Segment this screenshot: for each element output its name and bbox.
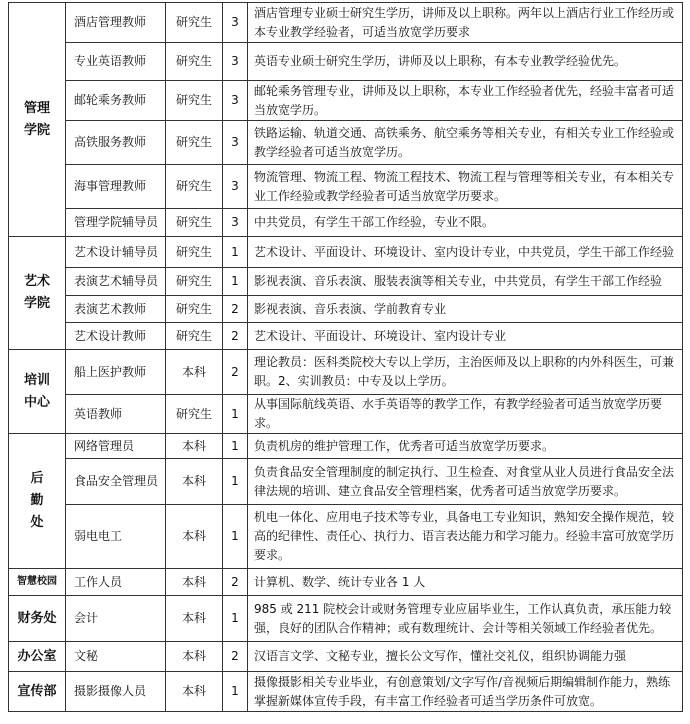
count-cell: 1 xyxy=(223,268,248,296)
requirement-cell: 理论教员：医科类院校大专以上学历，主治医师及以上职称的内外科医生，可兼职。2、实训教员：中专及以上学历。 xyxy=(248,350,683,395)
education-cell: 本科 xyxy=(166,672,223,712)
count-cell: 3 xyxy=(223,121,248,165)
position-cell: 弱电电工 xyxy=(66,505,166,569)
education-cell: 研究生 xyxy=(166,81,223,121)
table-row xyxy=(9,237,683,268)
department-cell: 财务处 xyxy=(9,596,66,642)
table-row xyxy=(9,3,683,43)
table-row xyxy=(9,296,683,323)
count-cell: 1 xyxy=(223,505,248,569)
department-cell: 艺术 学院 xyxy=(9,237,66,350)
education-cell: 研究生 xyxy=(166,121,223,165)
position-cell: 艺术设计教师 xyxy=(66,323,166,350)
requirement-cell: 酒店管理专业硕士研究生学历，讲师及以上职称。两年以上酒店行业工作经历或本专业教学经验者，可适当放宽学历要求 xyxy=(248,3,683,43)
count-cell: 3 xyxy=(223,165,248,209)
table-row xyxy=(9,672,683,712)
count-cell: 1 xyxy=(223,596,248,642)
education-cell: 研究生 xyxy=(166,323,223,350)
position-cell: 海事管理教师 xyxy=(66,165,166,209)
education-cell: 本科 xyxy=(166,596,223,642)
table-row xyxy=(9,395,683,434)
education-cell: 本科 xyxy=(166,350,223,395)
position-cell: 管理学院辅导员 xyxy=(66,209,166,237)
requirement-cell: 负责机房的维护管理工作，优秀者可适当放宽学历要求。 xyxy=(248,434,683,459)
education-cell: 研究生 xyxy=(166,43,223,81)
requirement-cell: 物流管理、物流工程、物流工程技术、物流工程与管理等相关专业，有本相关专业工作经验或教学经验者可适当放宽学历要求。 xyxy=(248,165,683,209)
count-cell: 2 xyxy=(223,642,248,672)
table-row xyxy=(9,569,683,596)
position-cell: 英语教师 xyxy=(66,395,166,434)
education-cell: 研究生 xyxy=(166,268,223,296)
table-row xyxy=(9,350,683,395)
table-row xyxy=(9,505,683,569)
requirement-cell: 计算机、数学、统计专业各 1 人 xyxy=(248,569,683,596)
position-cell: 高铁服务教师 xyxy=(66,121,166,165)
count-cell: 3 xyxy=(223,3,248,43)
position-cell: 邮轮乘务教师 xyxy=(66,81,166,121)
count-cell: 3 xyxy=(223,43,248,81)
education-cell: 研究生 xyxy=(166,165,223,209)
count-cell: 2 xyxy=(223,350,248,395)
requirement-cell: 负责食品安全管理制度的制定执行、卫生检查、对食堂从业人员进行食品安全法律法规的培训、建立食品安全管理档案，优秀者可适当放宽学历要求。 xyxy=(248,459,683,505)
requirement-cell: 铁路运输、轨道交通、高铁乘务、航空乘务等相关专业，有相关专业工作经验或教学经验者可适当放宽学历。 xyxy=(248,121,683,165)
count-cell: 3 xyxy=(223,81,248,121)
department-cell: 智慧校园 xyxy=(9,569,66,596)
table-row xyxy=(9,209,683,237)
education-cell: 研究生 xyxy=(166,237,223,268)
position-cell: 船上医护教师 xyxy=(66,350,166,395)
education-cell: 本科 xyxy=(166,642,223,672)
count-cell: 1 xyxy=(223,459,248,505)
count-cell: 1 xyxy=(223,672,248,712)
education-cell: 研究生 xyxy=(166,296,223,323)
position-cell: 酒店管理教师 xyxy=(66,3,166,43)
department-cell: 后 勤 处 xyxy=(9,434,66,569)
count-cell: 2 xyxy=(223,296,248,323)
department-cell: 培训 中心 xyxy=(9,350,66,434)
count-cell: 2 xyxy=(223,323,248,350)
count-cell: 2 xyxy=(223,569,248,596)
education-cell: 研究生 xyxy=(166,395,223,434)
requirement-cell: 影视表演、音乐表演、服装表演等相关专业，中共党员，有学生干部工作经验 xyxy=(248,268,683,296)
department-cell: 管理 学院 xyxy=(9,3,66,237)
requirement-cell: 艺术设计、平面设计、环境设计、室内设计专业 xyxy=(248,323,683,350)
requirement-cell: 影视表演、音乐表演、学前教育专业 xyxy=(248,296,683,323)
education-cell: 本科 xyxy=(166,505,223,569)
position-cell: 艺术设计辅导员 xyxy=(66,237,166,268)
table-row xyxy=(9,165,683,209)
count-cell: 3 xyxy=(223,209,248,237)
requirement-cell: 从事国际航线英语、水手英语等的教学工作，有教学经验者可适当放宽学历要求。 xyxy=(248,395,683,434)
table-row xyxy=(9,323,683,350)
requirement-cell: 机电一体化、应用电子技术等专业，具备电工专业知识，熟知安全操作规范，较高的纪律性、责任心、执行力、语言表达能力和学习能力。经验丰富可放宽学历要求。 xyxy=(248,505,683,569)
education-cell: 研究生 xyxy=(166,3,223,43)
table-row xyxy=(9,81,683,121)
education-cell: 本科 xyxy=(166,434,223,459)
table-row xyxy=(9,434,683,459)
table-row xyxy=(9,596,683,642)
position-cell: 摄影摄像人员 xyxy=(66,672,166,712)
position-cell: 表演艺术教师 xyxy=(66,296,166,323)
position-cell: 专业英语教师 xyxy=(66,43,166,81)
department-cell: 宣传部 xyxy=(9,672,66,712)
table-row xyxy=(9,642,683,672)
table-row xyxy=(9,459,683,505)
requirement-cell: 英语专业硕士研究生学历，讲师及以上职称，有本专业教学经验优先。 xyxy=(248,43,683,81)
position-cell: 文秘 xyxy=(66,642,166,672)
department-cell: 办公室 xyxy=(9,642,66,672)
education-cell: 本科 xyxy=(166,569,223,596)
table-row xyxy=(9,268,683,296)
requirement-cell: 985 或 211 院校会计或财务管理专业应届毕业生，工作认真负责，承压能力较强，良好的团队合作精神；或有数理统计、会计等相关领域工作经验者优先。 xyxy=(248,596,683,642)
position-cell: 食品安全管理员 xyxy=(66,459,166,505)
requirement-cell: 中共党员，有学生干部工作经验，专业不限。 xyxy=(248,209,683,237)
table-row xyxy=(9,121,683,165)
count-cell: 1 xyxy=(223,395,248,434)
requirement-cell: 汉语言文学、文秘专业，擅长公文写作，懂社交礼仪，组织协调能力强 xyxy=(248,642,683,672)
requirement-cell: 摄像摄影相关专业毕业，有创意策划/文字写作/音视频后期编辑制作能力，熟练掌握新媒体宣传手段，有丰富工作经验者可适当学历条件可放宽。 xyxy=(248,672,683,712)
count-cell: 1 xyxy=(223,434,248,459)
count-cell: 1 xyxy=(223,237,248,268)
requirement-cell: 邮轮乘务管理专业，讲师及以上职称，本专业工作经验者优先，经验丰富者可适当放宽学历。 xyxy=(248,81,683,121)
requirement-cell: 艺术设计、平面设计、环境设计、室内设计专业，中共党员，学生干部工作经验 xyxy=(248,237,683,268)
position-cell: 会计 xyxy=(66,596,166,642)
position-cell: 表演艺术辅导员 xyxy=(66,268,166,296)
position-cell: 网络管理员 xyxy=(66,434,166,459)
recruitment-table xyxy=(8,2,683,712)
table-row xyxy=(9,43,683,81)
position-cell: 工作人员 xyxy=(66,569,166,596)
education-cell: 研究生 xyxy=(166,209,223,237)
education-cell: 本科 xyxy=(166,459,223,505)
